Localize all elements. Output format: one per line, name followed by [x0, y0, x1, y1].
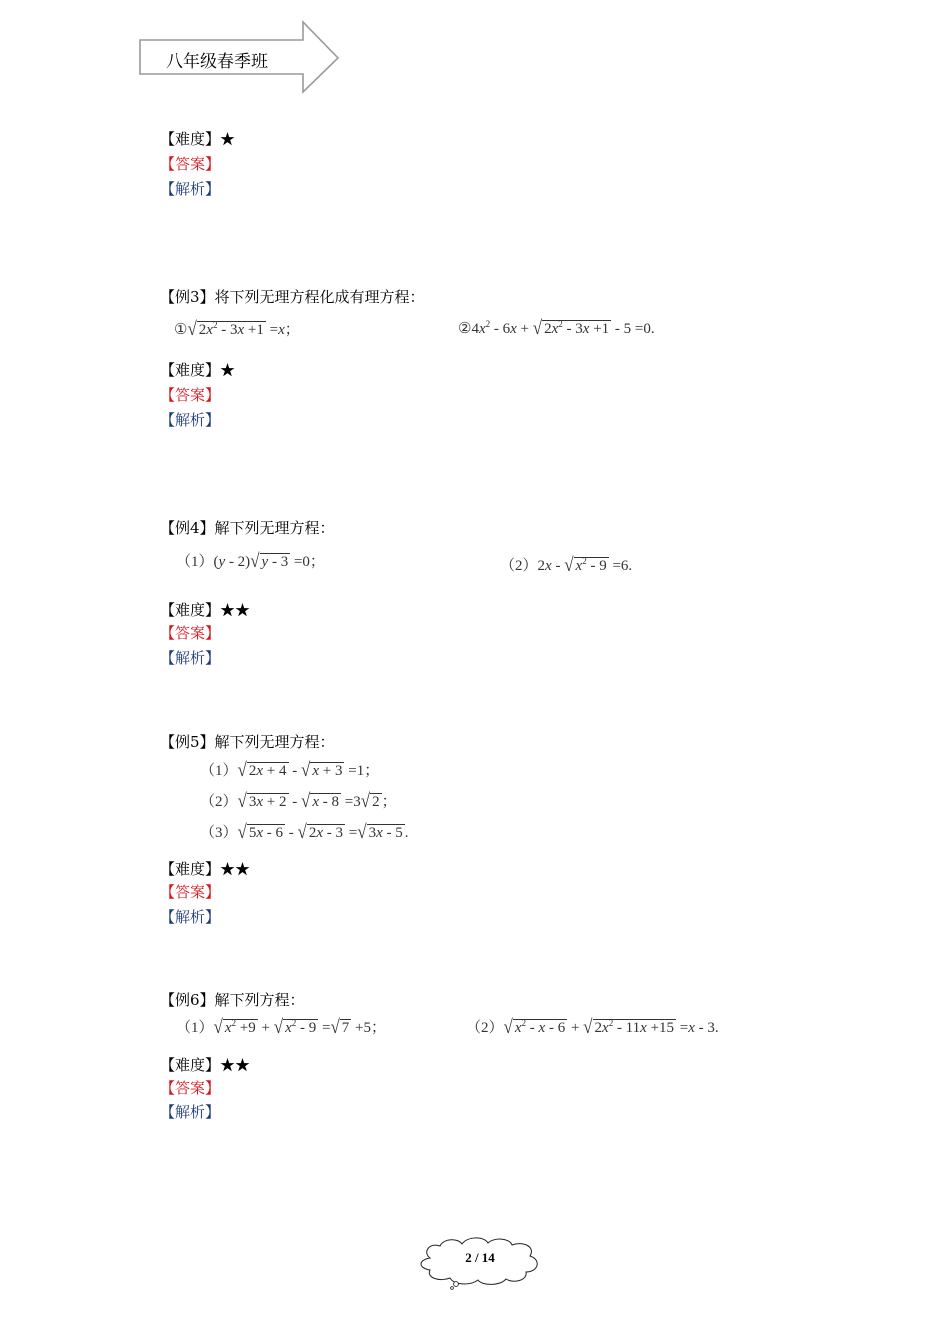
- example6-item2-marker: （2）: [466, 1020, 504, 1036]
- example5-item1-marker: （1）: [200, 763, 238, 779]
- sqrt-expression: √ $2x^2 - 11x +15$: [583, 1015, 675, 1038]
- sqrt-expression: √ $x^2 +9$: [213, 1015, 256, 1038]
- example5-item3-marker: （3）: [200, 825, 238, 841]
- example3-analysis-label: 【解析】: [160, 411, 221, 429]
- example5-equation-3: （3）√ 5x - 6 - √ 2x - 3 =√ 3x - 5 .: [200, 820, 409, 843]
- example4-answer-label: 【答案】: [160, 624, 221, 642]
- example6-difficulty: [160, 1054, 250, 1075]
- semicolon: ；: [284, 322, 300, 338]
- sqrt-expression: √ $x^2$ - x - 6: [503, 1015, 566, 1038]
- example3-equation-1: ①√ $2x^2 - 3x +1 =x$；: [174, 317, 300, 340]
- difficulty-label: 【难度】: [160, 361, 221, 379]
- header-title: 八年级春季班: [166, 52, 268, 72]
- example4-item1-marker: （1）: [176, 554, 214, 570]
- top-analysis-label: 【解析】: [160, 180, 221, 198]
- example3-equation-2: $②4x^2 - 6x$ + √ $2x^2 - 3x +1 - 5 =0$.: [458, 316, 655, 339]
- example5-equation-1: （1）√ 2x + 4 - √ x + 3 =1；: [200, 758, 380, 781]
- difficulty-stars: ★: [220, 361, 236, 379]
- semicolon: ；: [371, 1020, 387, 1036]
- sqrt-expression: √ 5x - 6: [237, 820, 284, 843]
- top-difficulty: [160, 128, 235, 149]
- example5-item2-marker: （2）: [200, 794, 238, 810]
- sqrt-expression: √ 7: [330, 1015, 350, 1038]
- page-number: 2 / 14: [465, 1250, 495, 1265]
- sqrt-expression: √ x - 8: [301, 789, 340, 812]
- semicolon: ；: [381, 794, 397, 810]
- example6-item1-marker: （1）: [176, 1020, 214, 1036]
- example6-title: 【例6】解下列方程：: [160, 991, 305, 1009]
- difficulty-label: 【难度】: [160, 1056, 221, 1074]
- example4-equation-1: （1）(y - 2)√ y - 3 =0；: [176, 549, 325, 572]
- period: .: [628, 558, 633, 574]
- sqrt-expression: √ $2x^2 - 3x +1$: [532, 316, 610, 339]
- example3-item1-marker: ①: [174, 322, 188, 338]
- example5-difficulty: [160, 858, 250, 879]
- semicolon: ；: [364, 763, 380, 779]
- difficulty-stars: ★★: [220, 860, 251, 878]
- example3-title: 【例3】将下列无理方程化成有理方程：: [160, 288, 425, 306]
- example4-analysis-label: 【解析】: [160, 649, 221, 667]
- example4-title: 【例4】解下列无理方程：: [160, 519, 335, 537]
- period: .: [404, 825, 409, 841]
- sqrt-expression: √ 3x - 5: [357, 820, 403, 843]
- difficulty-label: 【难度】: [160, 130, 221, 148]
- example3-item2-marker: ②: [458, 321, 472, 337]
- sqrt-expression: √ 3x + 2: [237, 789, 287, 812]
- semicolon: ；: [309, 554, 325, 570]
- example6-answer-label: 【答案】: [160, 1079, 221, 1097]
- top-answer-label: 【答案】: [160, 155, 221, 173]
- example5-equation-2: （2）√ 3x + 2 - √ x - 8 =3√ 2 ；: [200, 789, 397, 812]
- difficulty-stars: ★★: [220, 601, 251, 619]
- period: .: [650, 321, 655, 337]
- example5-answer-label: 【答案】: [160, 883, 221, 901]
- sqrt-expression: √ $x^2 - 9$: [273, 1015, 317, 1038]
- sqrt-expression: √ 2x + 4: [237, 758, 287, 781]
- example4-equation-2: （2）2x - √ $x^2 - 9 =6$.: [500, 553, 633, 576]
- period: .: [714, 1020, 719, 1036]
- example5-title: 【例5】解下列无理方程：: [160, 733, 335, 751]
- example5-analysis-label: 【解析】: [160, 908, 221, 926]
- example3-difficulty: [160, 359, 235, 380]
- sqrt-expression: √ $2x^2 - 3x +1$: [187, 317, 264, 340]
- example3-answer-label: 【答案】: [160, 386, 221, 404]
- difficulty-label: 【难度】: [160, 601, 221, 619]
- sqrt-expression: √ x + 3: [301, 758, 343, 781]
- example4-difficulty: [160, 599, 250, 620]
- difficulty-stars: ★★: [220, 1056, 251, 1074]
- sqrt-expression: √ $x^2 - 9$: [564, 553, 607, 576]
- difficulty-stars: ★: [220, 130, 236, 148]
- example6-equation-2: （2）√ $x^2$ - x - 6 + √ $2x^2 - 11x +15 =x - 3$.: [466, 1015, 719, 1038]
- sqrt-expression: √ y - 3: [250, 549, 289, 572]
- example6-analysis-label: 【解析】: [160, 1103, 221, 1121]
- sqrt-expression: √ 2x - 3: [297, 820, 344, 843]
- sqrt-expression: √ 2: [360, 789, 380, 812]
- example6-equation-1: （1）√ $x^2 +9$ + √ $x^2 - 9$ =√ 7 +5；: [176, 1015, 387, 1038]
- difficulty-label: 【难度】: [160, 860, 221, 878]
- example4-item2-marker: （2）: [500, 558, 538, 574]
